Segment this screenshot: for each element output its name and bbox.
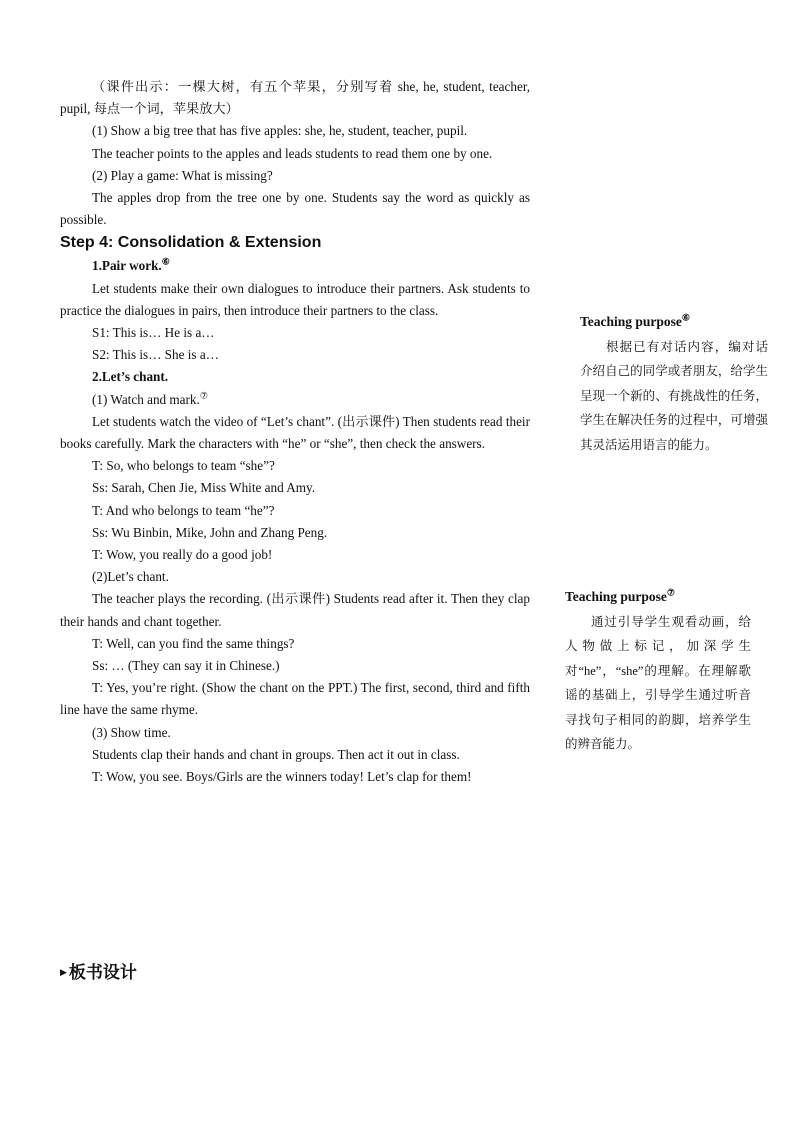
dialogue-ss2: Ss: Wu Binbin, Mike, John and Zhang Peng. (92, 524, 328, 540)
show-time-heading: (3) Show time. (92, 724, 171, 740)
dialogue-t5: T: Yes, you’re right. (Show the chant on the PPT.) The first, second, third and fifth line have the same rhyme. (60, 680, 530, 718)
purpose-7-title (565, 585, 751, 610)
dialogue-ss1: Ss: Sarah, Chen Jie, Miss White and Amy. (92, 480, 316, 496)
pair-work-label: 1.Pair work. (92, 258, 162, 274)
courseware-note: （课件出示：一棵大树，有五个苹果，分别写着 she, he, student, teacher, pupil, 每点一个词，苹果放大） (60, 79, 530, 117)
lets-chant-sub-heading: (2)Let’s chant. (92, 569, 169, 585)
paragraph-apples-drop: The apples drop from the tree one by one. Students say the word as quickly as possible. (60, 190, 530, 228)
footnote-mark-6: ⑥ (161, 257, 170, 268)
footnote-mark-7: ⑦ (199, 390, 208, 401)
paragraph-recording: The teacher plays the recording. (出示课件) Students read after it. Then they clap their hands and chant together. (60, 591, 530, 629)
paragraph-pair-work: Let students make their own dialogues to introduce their partners. Ask students to practice the dialogues in pairs, then introduce their partners to the class. (60, 280, 530, 318)
dialogue-t3: T: Wow, you really do a good job! (92, 547, 273, 563)
watch-and-mark-heading (60, 389, 530, 411)
dialogue-s1: S1: This is… He is a… (92, 325, 215, 341)
purpose-7-mark: ⑦ (666, 587, 675, 598)
dialogue-t1: T: So, who belongs to team “she”? (92, 458, 275, 474)
board-design-title: 板书设计 (68, 963, 137, 983)
triangle-bullet-icon: ▶ (60, 968, 67, 978)
purpose-6-mark: ⑥ (681, 312, 690, 323)
board-design-heading (60, 958, 137, 983)
activity-show-tree: (1) Show a big tree that has five apples: she, he, student, teacher, pupil. (92, 123, 468, 139)
paragraph-groups: Students clap their hands and chant in groups. Then act it out in class. (92, 746, 460, 762)
watch-and-mark-label: (1) Watch and mark. (92, 391, 200, 407)
dialogue-t2: T: And who belongs to team “he”? (92, 502, 275, 518)
paragraph-read-apples: The teacher points to the apples and leads students to read them one by one. (92, 145, 493, 161)
purpose-7-label: Teaching purpose (565, 589, 667, 604)
purpose-6-title (580, 310, 768, 335)
teaching-purpose-7 (565, 585, 751, 757)
purpose-6-text: 根据已有对话内容，编对话介绍自己的同学或者朋友，给学生呈现一个新的、有挑战性的任务，学生在解决任务的过程中，可增强其灵活运用语言的能力。 (580, 339, 768, 452)
paragraph-watch-video: Let students watch the video of “Let’s chant”. (出示课件) Then students read their books carefully. Mark the characters with “he” or “she”, then check the answers. (60, 413, 530, 452)
purpose-6-label: Teaching purpose (580, 314, 682, 329)
lesson-body (60, 76, 530, 788)
teaching-purpose-6 (580, 310, 768, 457)
purpose-7-text: 通过引导学生观看动画，给人物做上标记，加深学生对“he”，“she”的理解。在理解歌谣的基础上，引导学生通过听音寻找句子相同的韵脚，培养学生的辨音能力。 (565, 614, 751, 751)
pair-work-heading (60, 255, 530, 277)
dialogue-ss3: Ss: … (They can say it in Chinese.) (92, 658, 280, 674)
activity-play-game: (2) Play a game: What is missing? (92, 167, 273, 183)
dialogue-t4: T: Well, can you find the same things? (92, 635, 295, 651)
lets-chant-heading: 2.Let’s chant. (92, 369, 169, 385)
dialogue-t6: T: Wow, you see. Boys/Girls are the winners today! Let’s clap for them! (92, 769, 472, 785)
step4-heading: Step 4: Consolidation & Extension (60, 234, 322, 252)
dialogue-s2: S2: This is… She is a… (92, 347, 219, 363)
